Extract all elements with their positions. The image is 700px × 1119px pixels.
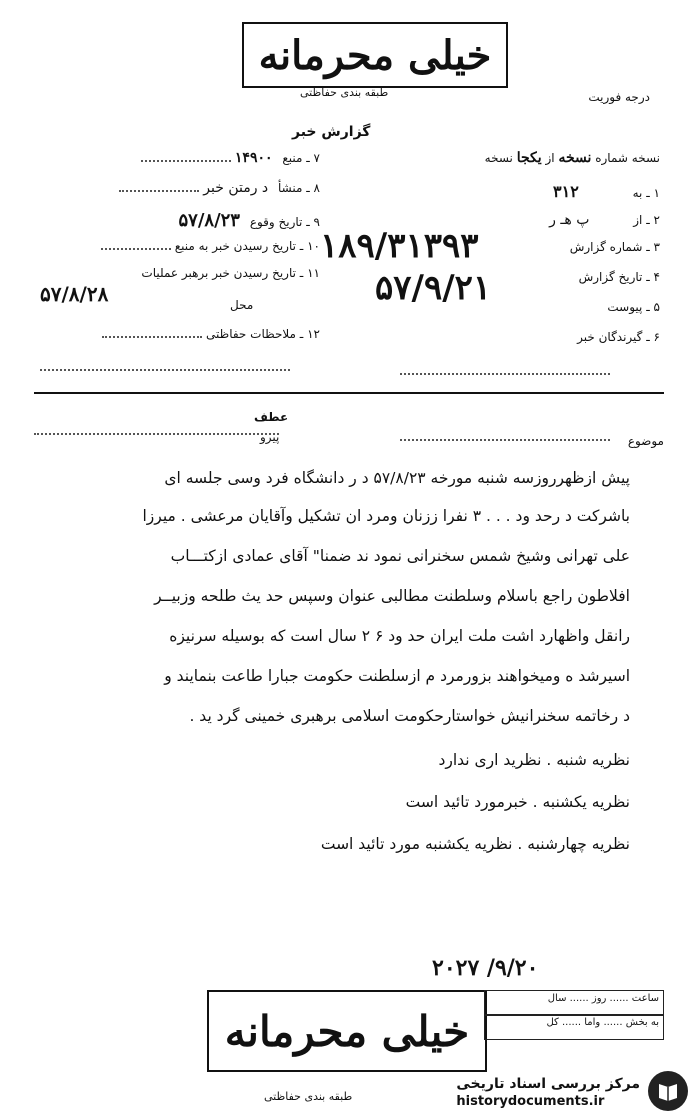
receipt-box-line1: ساعت ...... روز ...... سال — [484, 990, 664, 1016]
received-source-label: ۱۰ ـ تاریخ رسیدن خبر به منبع — [174, 239, 320, 253]
book-icon — [648, 1071, 688, 1111]
copy-number-value: نسخه — [558, 150, 592, 166]
from-value: پ هـ ر — [549, 212, 590, 228]
field-attachment — [607, 300, 660, 314]
copy-total-value: یکجا — [516, 150, 542, 166]
classification-stamp-bottom: خیلی محرمانه — [207, 990, 487, 1072]
report-date-label: ۴ ـ تاریخ گزارش — [578, 270, 660, 284]
logo-text: مرکز بررسی اسناد تاریخی — [456, 1075, 640, 1092]
peyro-label: پیرو — [260, 430, 280, 444]
field-received-ops — [141, 266, 320, 280]
field-remarks — [102, 326, 320, 341]
field-to — [553, 182, 660, 201]
field-recipients — [577, 330, 660, 344]
classification-stamp-top: خیلی محرمانه — [242, 22, 508, 88]
field-origin — [119, 180, 320, 196]
report-number-label: ۳ ـ شماره گزارش — [569, 240, 660, 254]
occur-date-value: ۵۷/۸/۲۳ — [178, 210, 240, 231]
logo-url: historydocuments.ir — [456, 1093, 605, 1109]
subject-dotted-line — [400, 426, 610, 445]
source-value: ۱۴۹۰۰ — [234, 150, 273, 166]
report-date-value: ۵۷/۹/۲۱ — [375, 268, 492, 308]
copy-unit-label: نسخه — [484, 151, 513, 165]
field-received-source — [101, 238, 320, 253]
body-line-3: علی تهرانی وشیخ شمس سخنرانی نمود ند ضمنا" آقای عمادی ازکتـــاب — [170, 547, 630, 565]
report-number-value: ۱۸۹/۳۱۳۹۳ — [320, 226, 479, 266]
body-line-8: نظریه شنبه . نظرید اری ندارد — [438, 751, 630, 769]
field-report-date — [579, 270, 660, 284]
logo-text-block — [456, 1074, 640, 1109]
source-label: ۷ ـ منبع — [282, 151, 320, 165]
body-line-1: پیش ازظهرروزسه شنبه مورخه ۵۷/۸/۲۳ د ر دانشگاه فرد وسی جلسه ای — [164, 469, 630, 487]
divider-line — [34, 392, 664, 394]
field-occur-date — [178, 210, 320, 231]
history-documents-logo — [456, 1071, 688, 1111]
body-line-9: نظریه یکشنبه . خبرمورد تائید است — [405, 793, 630, 811]
occur-date-label: ۹ ـ تاریخ وقوع — [249, 215, 320, 229]
remarks-dotted-line — [40, 356, 290, 375]
origin-value: د رمتن خبر — [203, 180, 269, 196]
body-line-7: د رخاتمه سخنرانیش خواستارحکومت اسلامی برهبری خمینی گرد ید . — [189, 707, 630, 725]
body-line-10: نظریه چهارشنبه . نظریه یکشنبه مورد تائید است — [320, 835, 630, 853]
from-label: ۲ ـ از — [633, 213, 660, 227]
classification-label-bottom: طبقه بندی حفاظتی — [264, 1090, 353, 1103]
copy-of-label: از — [545, 151, 555, 165]
copy-number-label: نسخه شماره — [595, 151, 660, 165]
field-copy-number — [485, 150, 660, 166]
received-ops-label: ۱۱ ـ تاریخ رسیدن خبر برهبر عملیات — [141, 266, 320, 280]
place-label: محل — [230, 298, 254, 312]
body-line-2: باشرکت د رحد ود . . . ۳ نفرا ززنان ومرد ان تشکیل وآقایان مرعشی . میرزا — [142, 507, 630, 525]
attachment-label: ۵ ـ پیوست — [607, 300, 660, 314]
field-source — [141, 150, 320, 166]
body-line-5: رانقل واظهارد اشت ملت ایران حد ود ۶ ۲ سال است که بوسیله سرنیزه — [169, 627, 630, 645]
body-line-4: افلاطون راجع باسلام وسلطنت مطالبی عنوان وسپس حد یث طلحه وزبیــر — [154, 587, 630, 605]
body-line-6: اسیرشد ه ومیخواهند بزورمرد م ازسلطنت حکومت جبارا طاعت بنمایند و — [164, 667, 630, 685]
atf-dotted-line — [34, 420, 279, 439]
to-value: ۳۱۲ — [553, 182, 579, 201]
handwritten-number: ۲۰۲۷ /۹/۲۰ — [432, 955, 539, 981]
report-title: گزارش خبر — [292, 124, 371, 140]
recipients-dotted-line — [400, 360, 610, 379]
field-report-number — [570, 240, 660, 254]
receipt-box-line2: به بخش ...... واما ...... کل — [484, 1014, 664, 1040]
classification-label-top: طبقه بندی حفاظتی — [300, 86, 389, 99]
urgency-label: درجه فوریت — [588, 90, 650, 104]
origin-label: ۸ ـ منشأ — [277, 181, 320, 195]
received-ops-value: ۵۷/۸/۲۸ — [40, 282, 109, 306]
subject-label: موضوع — [627, 434, 664, 448]
field-from — [549, 212, 660, 228]
atf-label: عطف — [254, 410, 289, 424]
recipients-label: ۶ ـ گیرندگان خبر — [577, 330, 660, 344]
remarks-label: ۱۲ ـ ملاحظات حفاظتی — [206, 327, 320, 341]
to-label: ۱ ـ به — [632, 186, 660, 200]
